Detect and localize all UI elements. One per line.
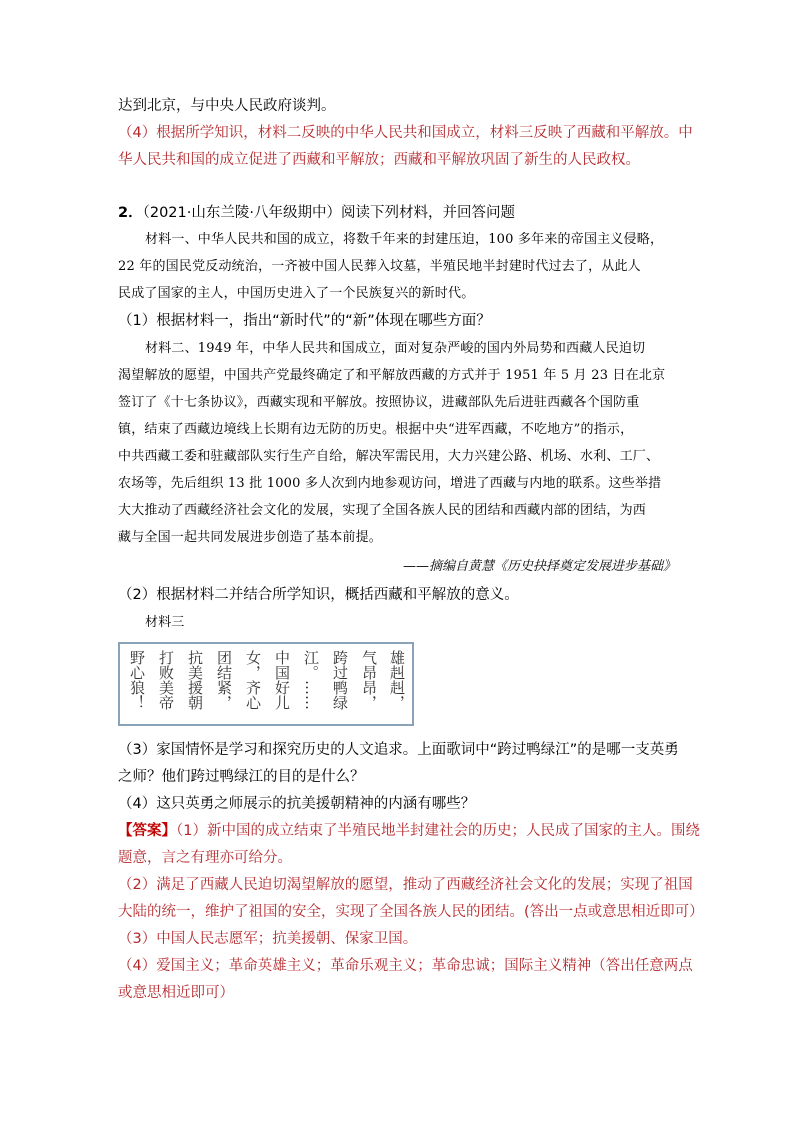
lyrics-image (118, 642, 414, 726)
lyric-column: 江。…… (302, 650, 320, 710)
question-3-line: 之师？他们跨过鸭绿江的目的是什么？ (118, 769, 365, 785)
material-2-line: 藏与全国一起共同发展进步创造了基本前提。 (118, 530, 383, 545)
material-1-line: 材料一、中华人民共和国的成立，将数千年来的封建压迫，100 多年来的帝国主义侵略， (145, 232, 664, 247)
lyric-column: 雄赳赳， (388, 650, 406, 710)
answer-2-line: （2）满足了西藏人民迫切渴望解放的愿望，推动了西藏经济社会文化的发展；实现了祖国 (118, 877, 693, 893)
question-prompt: 阅读下列材料，并回答问题 (340, 205, 515, 221)
lyric-column: 跨过鸭绿 (331, 650, 349, 710)
material-1-line: 22 年的国民党反动统治，一齐被中国人民葬入坟墓，半殖民地半封建时代过去了，从此人 (118, 259, 641, 274)
question-number: 2． (118, 205, 143, 221)
question-source: （2021·山东兰陵·八年级期中） (142, 205, 341, 221)
answer-4-line: （4）爱国主义；革命英雄主义；革命乐观主义；革命忠诚；国际主义精神（答出任意两点 (118, 958, 693, 974)
lyric-column: 中国好儿 (273, 650, 291, 710)
material-2-line: 镇，结束了西藏边境线上长期有边无防的历史。根据中央“进军西藏，不吃地方”的指示， (118, 422, 634, 437)
material-3-label: 材料三 (145, 615, 185, 630)
material-2-source: ——摘编自黄慧《历史抉择奠定发展进步基础》 (402, 559, 676, 574)
lyric-column: 女，齐心 (244, 650, 262, 710)
question-4: （4）这只英勇之师展示的抗美援朝精神的内涵有哪些？ (118, 796, 476, 812)
question-2: （2）根据材料二并结合所学知识，概括西藏和平解放的意义。 (118, 587, 519, 603)
answer-4-line: 或意思相近即可） (118, 985, 234, 1001)
lyric-column: 野心狼！ (128, 650, 146, 710)
answer-2-line: 大陆的统一，维护了祖国的安全，实现了全国各族人民的团结。(答出一点或意思相近即可） (118, 904, 704, 920)
material-2-line: 大大推动了西藏经济社会文化的发展，实现了全国各族人民的团结和西藏内部的团结，为西 (118, 503, 647, 518)
lyric-column: 抗美援朝 (186, 650, 204, 710)
question-1: （1）根据材料一，指出“新时代”的“新”体现在哪些方面？ (118, 313, 491, 329)
lyric-column: 打败美帝 (157, 650, 175, 710)
answer-4-line: （4）根据所学知识，材料二反映的中华人民共和国成立，材料三反映了西藏和平解放。中 (118, 125, 693, 141)
question-3-line: （3）家国情怀是学习和探究历史的人文追求。上面歌词中“跨过鸭绿江”的是哪一支英勇 (118, 742, 679, 758)
material-2-line: 签订了《十七条协议》，西藏实现和平解放。按照协议，进藏部队先后进驻西藏各个国防重 (118, 395, 640, 410)
material-2-line: 渴望解放的愿望，中国共产党最终确定了和平解放西藏的方式并于 1951 年 5 月 23 日在北京 (118, 368, 666, 383)
material-1-line: 民成了国家的主人，中国历史进入了一个民族复兴的新时代。 (118, 286, 475, 301)
answer-1-line: 题意，言之有理亦可给分。 (118, 850, 292, 866)
answer-3-line: （3）中国人民志愿军；抗美援朝、保家卫国。 (118, 931, 418, 947)
material-2-line: 中共西藏工委和驻藏部队实行生产自给，解决军需民用，大力兴建公路、机场、水利、工厂、 (118, 449, 660, 464)
lyric-column: 团结紧， (215, 650, 233, 710)
answer-1-text: （1）新中国的成立结束了半殖民地半封建社会的历史；人民成了国家的主人。围绕 (176, 823, 700, 839)
answer-continuation-line: 达到北京，与中央人民政府谈判。 (118, 98, 336, 114)
material-2-line: 农场等，先后组织 13 批 1000 多人次到内地参观访问，增进了西藏与内地的联系。这些举措 (118, 476, 662, 491)
answer-4-line: 华人民共和国的成立促进了西藏和平解放；西藏和平解放巩固了新生的人民政权。 (118, 152, 640, 168)
material-2-line: 材料二、1949 年，中华人民共和国成立，面对复杂严峻的国内外局势和西藏人民迫切 (145, 341, 646, 356)
answer-1-line (118, 819, 700, 843)
lyric-column: 气昂昂， (360, 650, 378, 710)
question-header (118, 201, 678, 225)
answer-tag: 【答案】 (118, 823, 176, 839)
